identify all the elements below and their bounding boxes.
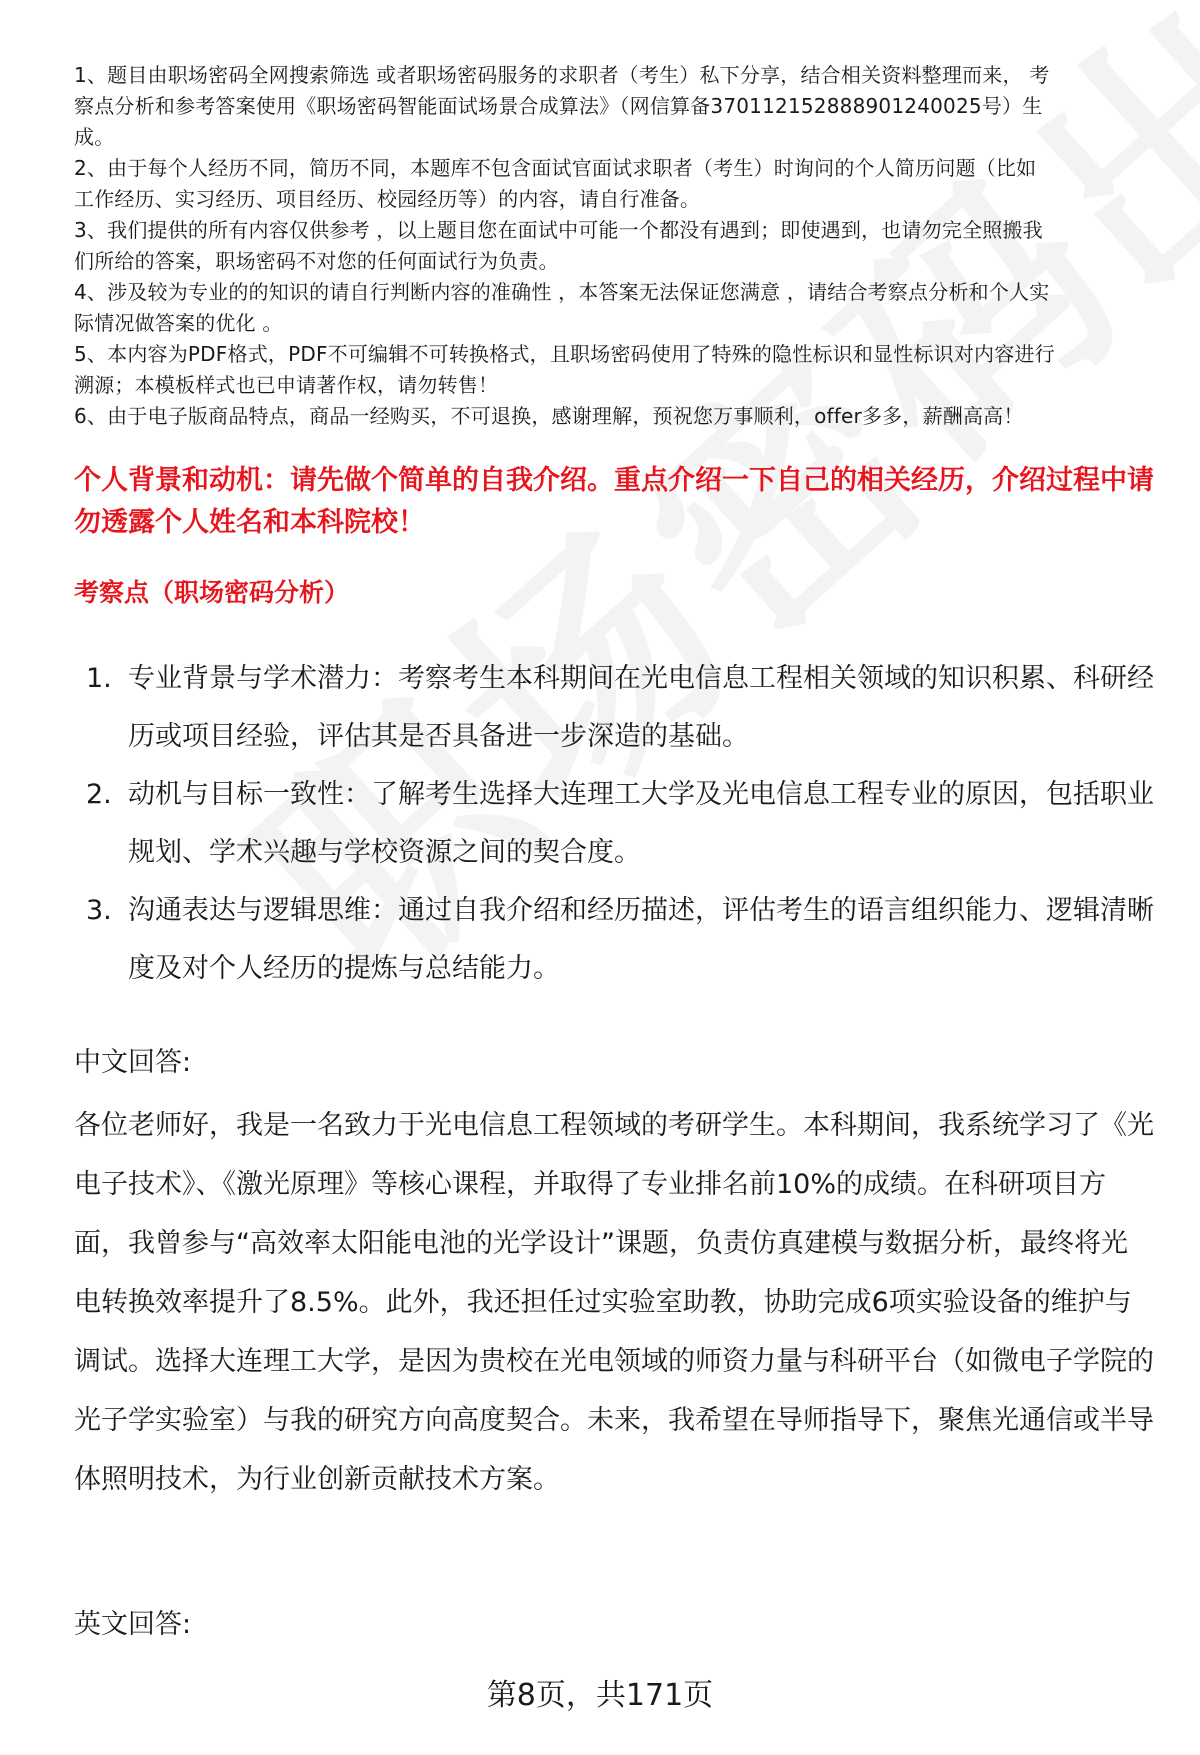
disclaimer-line: 4、涉及较为专业的的知识的请自行判断内容的准确性 ，本答案无法保证您满意 ，请结合考察点分析和个人实 (74, 280, 1050, 304)
disclaimer-line: 溯源；本模板样式也已申请著作权，请勿转售！ (74, 373, 499, 397)
point-number: 1. (86, 663, 112, 694)
chinese-answer-text: 各位老师好，我是一名致力于光电信息工程领域的考研学生。本科期间，我系统学习了《光电子技术》、《激光原理》等核心课程，并取得了专业排名前10%的成绩。在科研项目方面，我曾参与“高效率太阳能电池的光学设计”课题，负责仿真建模与数据分析，最终将光电转换效率提升了8.5%。此外，我还担任过实验室助教，协助完成6项实验设备的维护与调试。选择大连理工大学，是因为贵校在光电领域的师资力量与科研平台（如微电子学院的光子学实验室）与我的研究方向高度契合。未来，我希望在导师指导下，聚焦光通信或半导体照明技术，为行业创新贡献技术方案。 (74, 1110, 1154, 1495)
disclaimer-line: 1、题目由职场密码全网搜索筛选 或者职场密码服务的求职者（考生）私下分享，结合相关资料整理而来， 考 (74, 63, 1050, 87)
chinese-answer-label: 中文回答: (74, 1047, 192, 1078)
disclaimer-line: 6、由于电子版商品特点，商品一经购买，不可退换，感谢理解，预祝您万事顺利，offer多多，薪酬高高！ (74, 404, 1024, 428)
disclaimer-line: 成。 (74, 125, 115, 149)
interview-question: 个人背景和动机：请先做个简单的自我介绍。重点介绍一下自己的相关经历，介绍过程中请勿透露个人姓名和本科院校！ (74, 465, 1154, 538)
analysis-points-list (86, 650, 1156, 998)
disclaimer-block (74, 60, 1164, 432)
disclaimer-line: 工作经历、实习经历、项目经历、校园经历等）的内容，请自行准备。 (74, 187, 701, 211)
disclaimer-line: 际情况做答案的优化 。 (74, 311, 283, 335)
point-text: 专业背景与学术潜力：考察考生本科期间在光电信息工程相关领域的知识积累、科研经历或项目经验，评估其是否具备进一步深造的基础。 (128, 663, 1154, 752)
point-text: 沟通表达与逻辑思维：通过自我介绍和经历描述，评估考生的语言组织能力、逻辑清晰度及对个人经历的提炼与总结能力。 (128, 895, 1154, 984)
disclaimer-line: 2、由于每个人经历不同，简历不同，本题库不包含面试官面试求职者（考生）时询问的个人简历问题（比如 (74, 156, 1037, 180)
disclaimer-line: 们所给的答案，职场密码不对您的任何面试行为负责。 (74, 249, 559, 273)
point-text: 动机与目标一致性：了解考生选择大连理工大学及光电信息工程专业的原因，包括职业规划、学术兴趣与学校资源之间的契合度。 (128, 779, 1154, 868)
page-number: 第8页，共171页 (486, 1678, 714, 1713)
analysis-point (86, 766, 1156, 882)
analysis-heading: 考察点（职场密码分析） (74, 578, 350, 607)
disclaimer-line: 3、我们提供的所有内容仅供参考 ，以上题目您在面试中可能一个都没有遇到；即使遇到，也请勿完全照搬我 (74, 218, 1043, 242)
analysis-point (86, 650, 1156, 766)
disclaimer-line: 5、本内容为PDF格式，PDF不可编辑不可转换格式，且职场密码使用了特殊的隐性标识和显性标识对内容进行 (74, 342, 1055, 366)
point-number: 3. (86, 895, 112, 926)
disclaimer-line: 察点分析和参考答案使用《职场密码智能面试场景合成算法》（网信算备370112152888901240025号）生 (74, 94, 1043, 118)
analysis-point (86, 882, 1156, 998)
english-answer-label: 英文回答: (74, 1609, 192, 1640)
point-number: 2. (86, 779, 112, 810)
